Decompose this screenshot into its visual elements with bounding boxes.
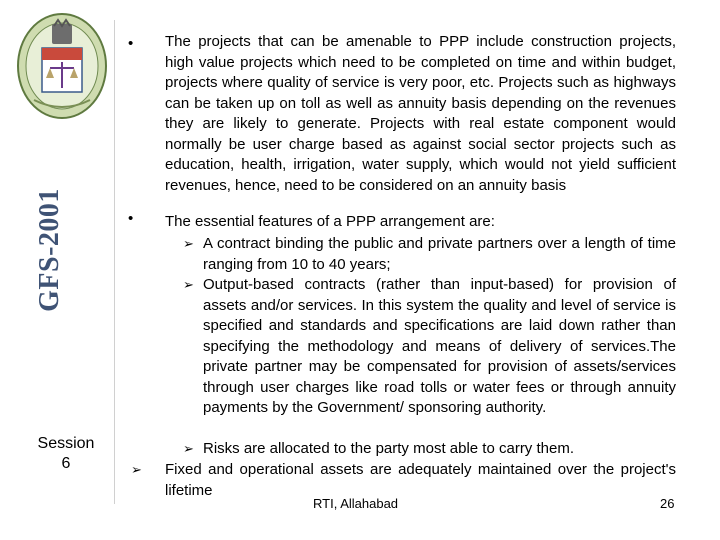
footer-institution: RTI, Allahabad xyxy=(313,496,399,511)
session-number: 6 xyxy=(61,455,71,472)
vertical-course-title: GFS-2001 xyxy=(34,188,65,312)
sub-item-3-text: Risks are allocated to the party most able to carry them. xyxy=(203,440,574,457)
bullet-3-text: Fixed and operational assets are adequately maintained over the project's lifetime xyxy=(165,461,676,499)
bullet-2-text: The essential features of a PPP arrangement are: xyxy=(165,213,495,230)
sub-item-2-text: Output-based contracts (rather than input-based) for provision of assets and/or services. In this system the quality and level of service is specified and standards and specifications are laid down rather than specifying the methodology and means of delivery of services.The private partner may be compensated for provision of assets/services through user charges like road tolls or water fees or through annuity payments by the Government/ sponsoring authority. xyxy=(203,276,676,416)
arrow-bullet-icon: ➢ xyxy=(183,441,194,456)
bullet-icon: • xyxy=(128,210,134,227)
page-number: 26 xyxy=(660,496,675,511)
session-text: Session xyxy=(37,435,95,452)
sub-item-1-text: A contract binding the public and private partners over a length of time ranging from 10 to 40 years; xyxy=(203,235,676,273)
arrow-bullet-icon: ➢ xyxy=(183,277,194,292)
arrow-bullet-icon: ➢ xyxy=(183,236,194,251)
arrow-bullet-icon: ➢ xyxy=(131,462,142,477)
bullet-icon: • xyxy=(128,35,134,52)
bullet-1-text: The projects that can be amenable to PPP include construction projects, high value projects which need to be completed on time and within budget, projects where quality of service is very poor, etc. Projects such as highways can be taken up on toll as well as annuity basis depending on the revenues they are likely to generate. Projects with real estate component would normally be user charge based as against social sector projects such as education, health, irrigation, water supply, which would not yield sufficient revenues, hence, need to be considered on an annuity basis xyxy=(165,33,676,194)
